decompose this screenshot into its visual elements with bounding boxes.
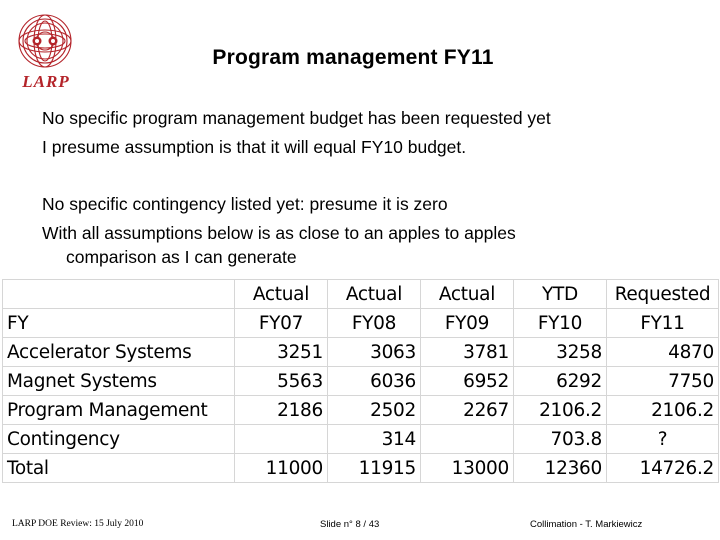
table-header-cell: FY (3, 309, 235, 338)
table-header-cell (3, 280, 235, 309)
table-cell: 3258 (514, 338, 607, 367)
table-row (3, 425, 719, 454)
table-cell: 5563 (235, 367, 328, 396)
table-header-row (3, 309, 719, 338)
table-row-total (3, 454, 719, 483)
table-header-cell: FY07 (235, 309, 328, 338)
table-cell: 11000 (235, 454, 328, 483)
table-header-cell: Actual (235, 280, 328, 309)
table-row (3, 396, 719, 425)
table-cell: 2106.2 (514, 396, 607, 425)
table-header-cell: FY08 (328, 309, 421, 338)
table-cell: 2502 (328, 396, 421, 425)
table-cell: 11915 (328, 454, 421, 483)
table-row (3, 338, 719, 367)
table-cell: 13000 (421, 454, 514, 483)
table-row (3, 367, 719, 396)
table-cell: 7750 (607, 367, 719, 396)
table-cell: 703.8 (514, 425, 607, 454)
table-header-cell: Actual (328, 280, 421, 309)
table-cell: 314 (328, 425, 421, 454)
footer-left: LARP DOE Review: 15 July 2010 (12, 519, 144, 529)
table-cell: 12360 (514, 454, 607, 483)
row-label: Accelerator Systems (3, 338, 235, 367)
table-cell: 2267 (421, 396, 514, 425)
table-cell (235, 425, 328, 454)
body-line: I presume assumption is that it will equal FY10 budget. (42, 137, 467, 157)
table-cell: 14726.2 (607, 454, 719, 483)
body-line: comparison as I can generate (66, 247, 297, 267)
table-cell: 2106.2 (607, 396, 719, 425)
body-line: No specific program management budget has been requested yet (42, 108, 551, 128)
row-label: Program Management (3, 396, 235, 425)
table-header-cell: FY10 (514, 309, 607, 338)
table-header-cell: Actual (421, 280, 514, 309)
table-header-row (3, 280, 719, 309)
table-cell (421, 425, 514, 454)
table-cell: 2186 (235, 396, 328, 425)
logo-text: LARP (22, 72, 70, 91)
footer-right: Collimation - T. Markiewicz (530, 519, 643, 530)
budget-table (2, 279, 719, 483)
footer-slide-number: Slide n° 8 / 43 (320, 519, 380, 530)
row-label: Contingency (3, 425, 235, 454)
row-label: Magnet Systems (3, 367, 235, 396)
table-header-cell: FY11 (607, 309, 719, 338)
table-cell: 6036 (328, 367, 421, 396)
table-cell: ? (607, 425, 719, 454)
body-line: No specific contingency listed yet: presume it is zero (42, 194, 448, 214)
table-header-cell: FY09 (421, 309, 514, 338)
table-cell: 3251 (235, 338, 328, 367)
table-cell: 3063 (328, 338, 421, 367)
table-cell: 6952 (421, 367, 514, 396)
table-cell: 4870 (607, 338, 719, 367)
table-header-cell: YTD (514, 280, 607, 309)
table-cell: 3781 (421, 338, 514, 367)
slide-title: Program management FY11 (212, 46, 494, 69)
table-cell: 6292 (514, 367, 607, 396)
body-line: With all assumptions below is as close to an apples to apples (42, 223, 516, 243)
table-header-cell: Requested (607, 280, 719, 309)
row-label: Total (3, 454, 235, 483)
